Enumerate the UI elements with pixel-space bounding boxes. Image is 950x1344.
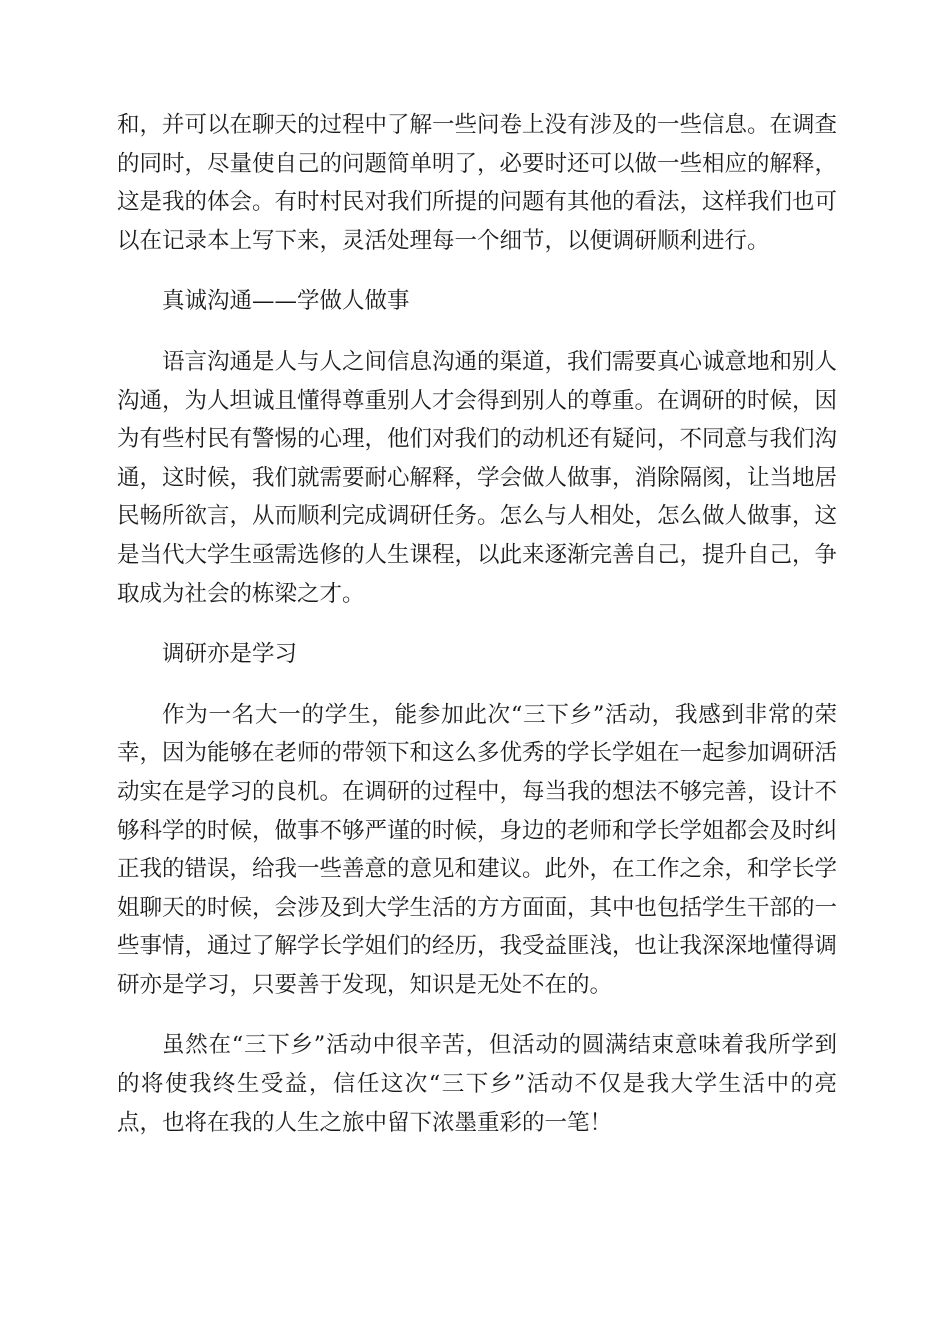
paragraph-conclusion: 虽然在“三下乡”活动中很辛苦，但活动的圆满结束意味着我所学到的将使我终生受益，信任这次“三下乡”活动不仅是我大学生活中的亮点，也将在我的人生之旅中留下浓墨重彩的一笔！ [117, 1032, 837, 1136]
paragraph-continuation: 和，并可以在聊天的过程中了解一些问卷上没有涉及的一些信息。在调查的同时，尽量使自己的问题简单明了，必要时还可以做一些相应的解释，这是我的体会。有时村民对我们所提的问题有其他的看法，这样我们也可以在记录本上写下来，灵活处理每一个细节，以便调研顺利进行。 [117, 112, 838, 254]
document-body [117, 106, 837, 1164]
paragraph-learning: 作为一名大一的学生，能参加此次“三下乡”活动，我感到非常的荣幸，因为能够在老师的带领下和这么多优秀的学长学姐在一起参加调研活动实在是学习的良机。在调研的过程中，每当我的想法不够完善，设计不够科学的时候，做事不够严谨的时候，身边的老师和学长学姐都会及时纠正我的错误，给我一些善意的意见和建议。此外，在工作之余，和学长学姐聊天的时候，会涉及到大学生活的方方面面，其中也包括学生干部的一些事情，通过了解学长学姐们的经历，我受益匪浅，也让我深深地懂得调研亦是学习，只要善于发现，知识是无处不在的。 [117, 701, 838, 998]
section-heading-learning: 调研亦是学习 [162, 641, 298, 668]
section-heading-communication: 真诚沟通——学做人做事 [162, 288, 410, 315]
paragraph-communication: 语言沟通是人与人之间信息沟通的渠道，我们需要真心诚意地和别人沟通，为人坦诚且懂得尊重别人才会得到别人的尊重。在调研的时候，因为有些村民有警惕的心理，他们对我们的动机还有疑问，不同意与我们沟通，这时候，我们就需要耐心解释，学会做人做事，消除隔阂，让当地居民畅所欲言，从而顺利完成调研任务。怎么与人相处，怎么做人做事，这是当代大学生亟需选修的人生课程，以此来逐渐完善自己，提升自己，争取成为社会的栋梁之才。 [117, 348, 838, 607]
